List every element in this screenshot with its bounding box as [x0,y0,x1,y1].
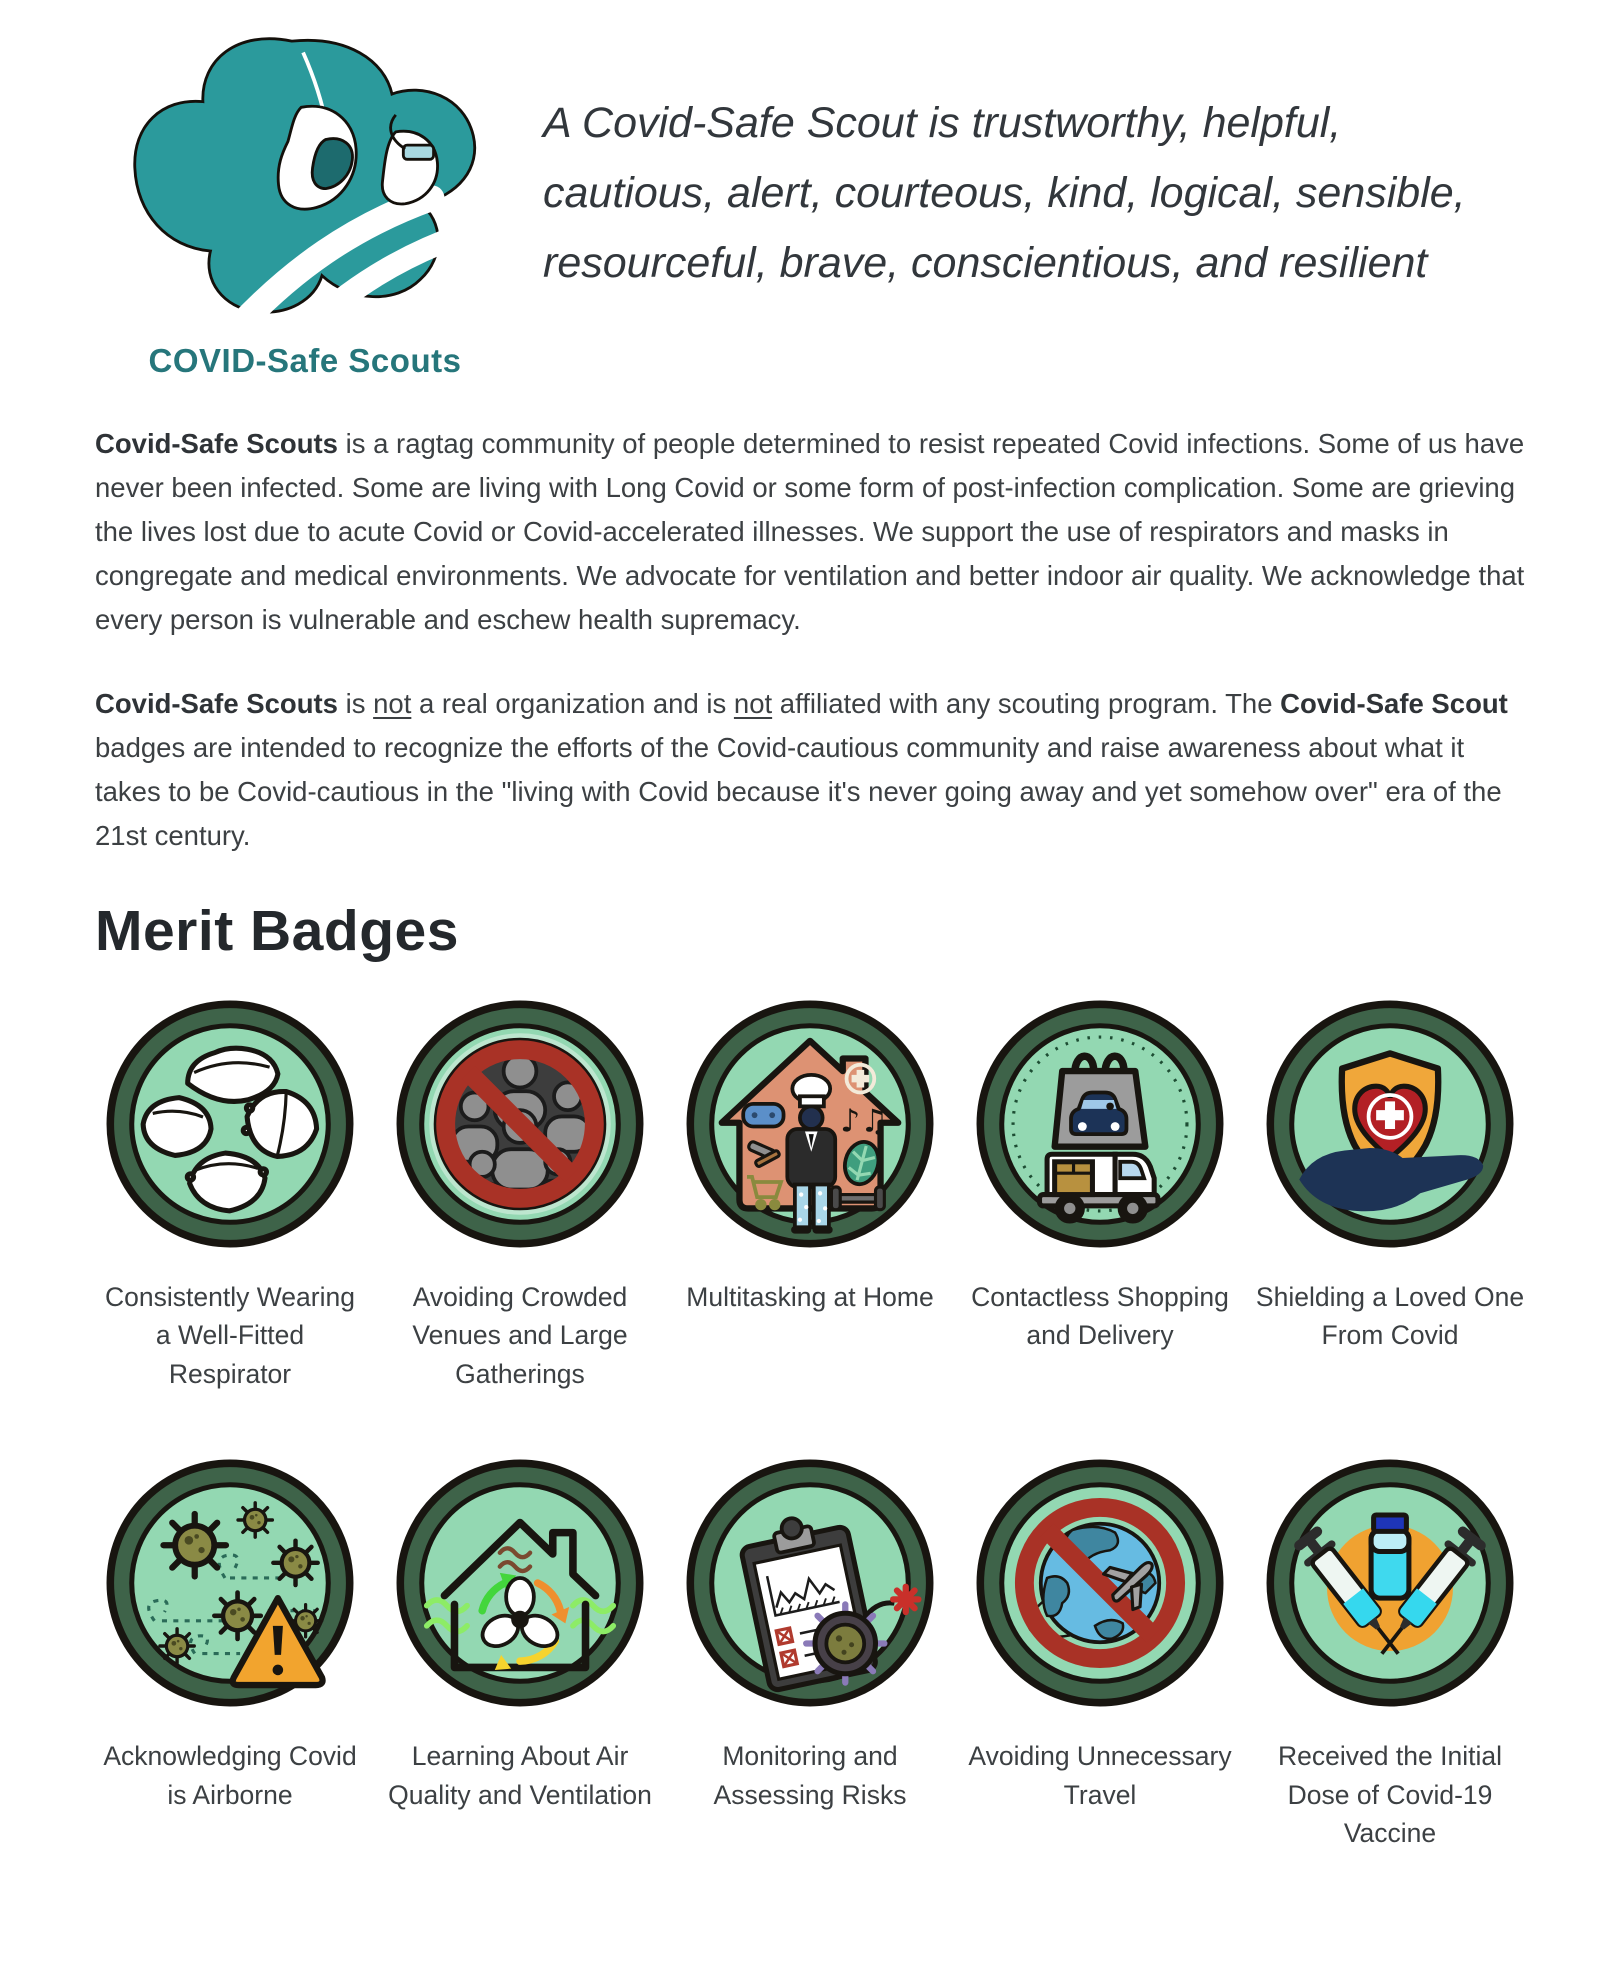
ventilation-badge-icon [394,1457,646,1709]
svg-text:♪♫: ♪♫ [840,1103,889,1140]
badge-caption: Acknowledging Covid is Airborne [103,1741,357,1810]
badge-caption: Monitoring and Assessing Risks [713,1741,907,1810]
disclaimer-paragraph: Covid-Safe Scouts is not a real organization and is not affiliated with any scouting program. The Covid-Safe Scout badges are intended to recognize the efforts of the Covid-cautious community and raise awareness about what it takes to be Covid-cautious in the "living with Covid because it's never going away and yet somehow over" era of the 21st century. [95,688,1508,851]
intro-bold-lead: Covid-Safe Scouts [95,428,338,459]
about-section [95,422,1525,858]
disclaimer-bold-2: Covid-Safe Scout [1280,688,1508,719]
intro-paragraph [95,422,1525,642]
badge-caption: Learning About Air Quality and Ventilation [388,1741,652,1810]
no-crowds-badge-icon [394,998,646,1250]
covid-safe-scouts-logo-icon [105,26,505,338]
badge-no-travel [965,1457,1235,1852]
badge-home-multitasking [675,998,945,1393]
contactless-delivery-badge-icon [974,998,1226,1250]
badge-vaccine [1255,1457,1525,1852]
not-underline-1: not [373,688,412,719]
badge-risk-monitoring [675,1457,945,1852]
badge-caption: Consistently Wearing a Well-Fitted Respirator [105,1282,355,1389]
merit-badge-grid [95,998,1525,1853]
badge-contactless-delivery [965,998,1235,1393]
disclaimer-bold-lead: Covid-Safe Scouts [95,688,338,719]
badge-no-crowds [385,998,655,1393]
badge-airborne-covid [95,1457,365,1852]
scout-law-headline: A Covid-Safe Scout is trustworthy, helpful, cautious, alert, courteous, kind, logical, sensible, resourceful, brave, conscientious, and resilient [543,99,1466,288]
badge-caption: Contactless Shopping and Delivery [971,1282,1229,1351]
airborne-covid-badge-icon [104,1457,356,1709]
respirators-badge-icon [104,998,356,1250]
page-header [95,26,1525,380]
badge-ventilation [385,1457,655,1852]
vaccine-badge-icon [1264,1457,1516,1709]
badge-caption: Shielding a Loved One From Covid [1255,1282,1525,1351]
home-multitasking-badge-icon [684,998,936,1250]
badge-respirators [95,998,365,1393]
intro-text: is a ragtag community of people determined to resist repeated Covid infections. Some of us have never been infected. Some are living with Long Covid or some form of post-infection complication. Some are grieving the lives lost due to acute Covid or Covid-accelerated illnesses. We support the use of respirators and masks in congregate and medical environments. We advocate for ventilation and better indoor air quality. We acknowledge that every person is vulnerable and eschew health supremacy. [95,428,1525,635]
no-travel-badge-icon [974,1457,1226,1709]
merit-badges-heading: Merit Badges [95,899,459,963]
badge-caption: Avoiding Unnecessary Travel [968,1741,1232,1810]
logo-wordmark: COVID-Safe Scouts [148,342,462,379]
badge-shield-loved-one [1255,998,1525,1393]
badge-caption: Avoiding Crowded Venues and Large Gatherings [412,1282,628,1389]
risk-monitoring-badge-icon [684,1457,936,1709]
logo-block [95,26,515,380]
not-underline-2: not [733,688,773,719]
badge-caption: Received the Initial Dose of Covid-19 Vaccine [1278,1741,1502,1849]
badge-caption: Multitasking at Home [686,1282,934,1312]
shield-loved-one-badge-icon [1264,998,1516,1250]
